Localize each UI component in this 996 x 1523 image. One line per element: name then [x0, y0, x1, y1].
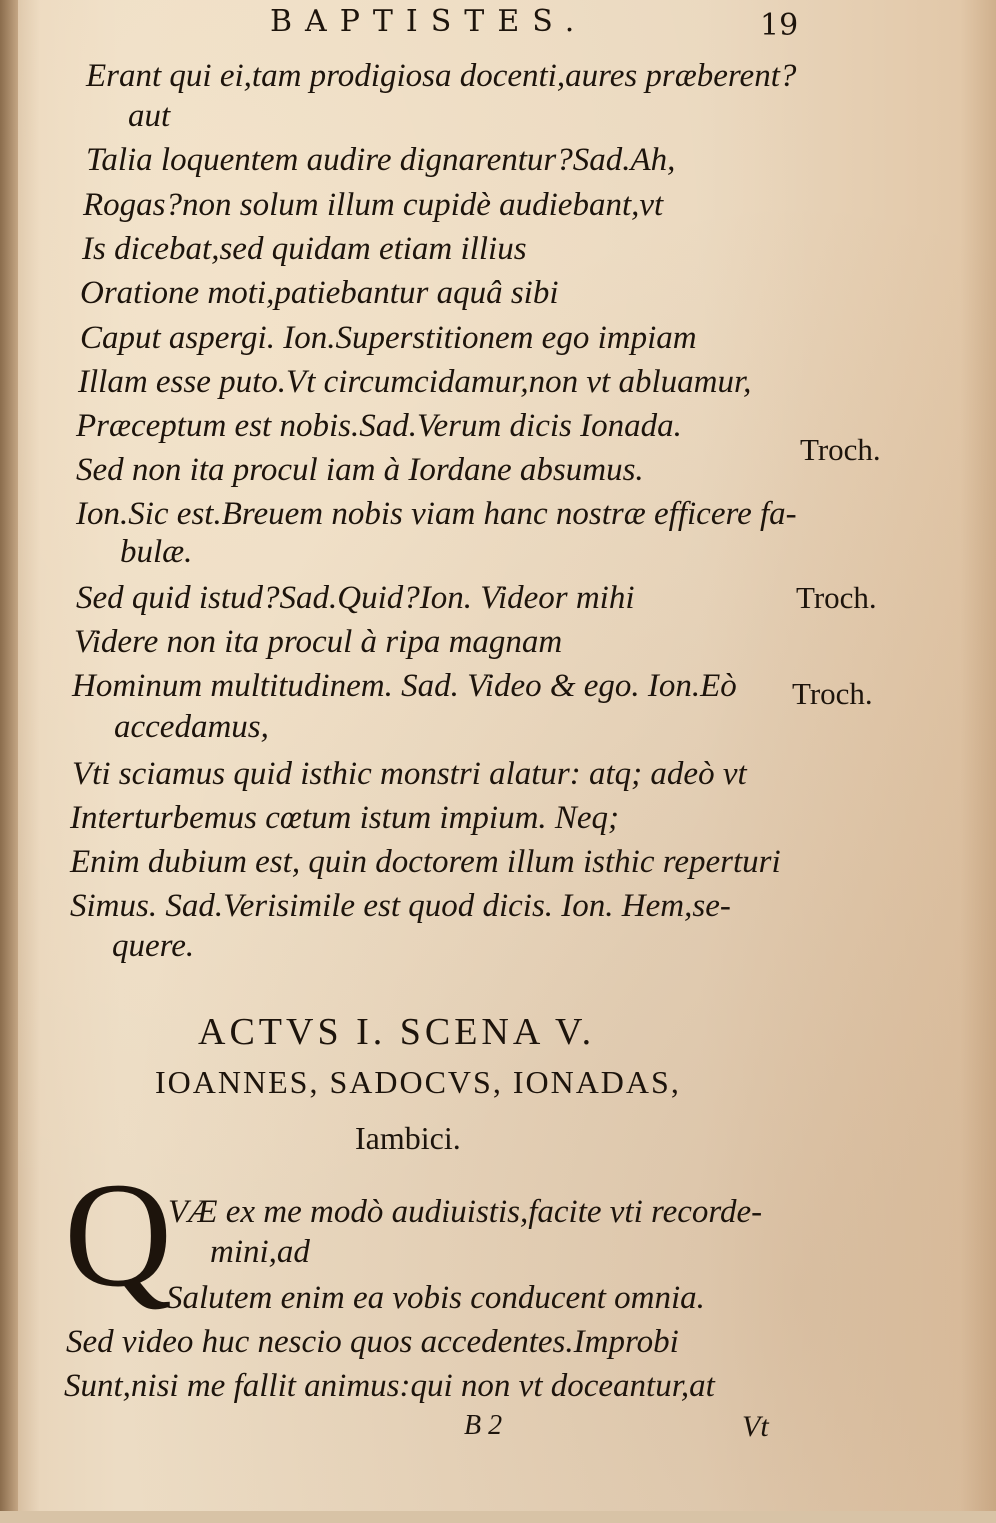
text-line: Sed non ita procul iam à Iordane absumus.: [76, 452, 644, 488]
text-line: Erant qui ei,tam prodigiosa docenti,aures præberent?: [86, 58, 797, 94]
drop-cap: Q: [64, 1152, 173, 1318]
text-line: Oratione moti,patiebantur aquâ sibi: [80, 275, 559, 311]
scene-heading: ACTVS I. SCENA V.: [198, 1011, 596, 1053]
text-line: Sed quid istud?Sad.Quid?Ion. Videor mihi: [76, 580, 635, 616]
speech-line: mini,ad: [210, 1234, 310, 1270]
text-line: accedamus,: [114, 709, 269, 745]
speech-line: Salutem enim ea vobis conducent omnia.: [166, 1280, 705, 1316]
speech-line: VÆ ex me modò audiuistis,facite vti recorde-: [168, 1194, 763, 1230]
text-line: Caput aspergi. Ion.Superstitionem ego impiam: [80, 320, 697, 356]
speech-line: Sed video huc nescio quos accedentes.Improbi: [66, 1324, 679, 1360]
meter-label: Iambici.: [355, 1120, 461, 1156]
text-line: Præceptum est nobis.Sad.Verum dicis Ionada.: [76, 408, 682, 444]
margin-note: Troch.: [796, 580, 877, 615]
text-line: bulæ.: [120, 534, 193, 570]
text-line: Rogas?non solum illum cupidè audiebant,vt: [83, 187, 664, 223]
text-line: Talia loquentem audire dignarentur?Sad.Ah,: [86, 142, 676, 178]
text-line: Vti sciamus quid isthic monstri alatur: atq; adeò vt: [72, 756, 747, 792]
text-line: aut: [128, 98, 171, 134]
margin-note: Troch.: [800, 432, 881, 467]
text-line: Simus. Sad.Verisimile est quod dicis. Ion. Hem,se-: [70, 888, 731, 924]
margin-note: Troch.: [792, 676, 873, 711]
text-line: Is dicebat,sed quidam etiam illius: [82, 231, 527, 267]
text-line: Enim dubium est, quin doctorem illum isthic reperturi: [70, 844, 781, 880]
text-line: Ion.Sic est.Breuem nobis viam hanc nostræ efficere fa-: [76, 496, 797, 532]
text-line: Hominum multitudinem. Sad. Video & ego. Ion.Eò: [72, 668, 737, 704]
page-number: 19: [760, 8, 799, 43]
text-line: quere.: [112, 928, 195, 964]
speech-line: Sunt,nisi me fallit animus:qui non vt doceantur,at: [64, 1368, 715, 1404]
signature-mark: B 2: [464, 1410, 503, 1441]
catchword: Vt: [742, 1410, 769, 1443]
page-bottom-edge: [0, 1511, 996, 1523]
text-line: Interturbemus cœtum istum impium. Neq;: [70, 800, 620, 836]
running-title: BAPTISTES.: [270, 4, 588, 39]
text-line: Videre non ita procul à ripa magnam: [74, 624, 563, 660]
cast-list: IOANNES, SADOCVS, IONADAS,: [155, 1064, 681, 1100]
text-line: Illam esse puto.Vt circumcidamur,non vt abluamur,: [78, 364, 752, 400]
page-gutter-shadow: [0, 0, 18, 1523]
